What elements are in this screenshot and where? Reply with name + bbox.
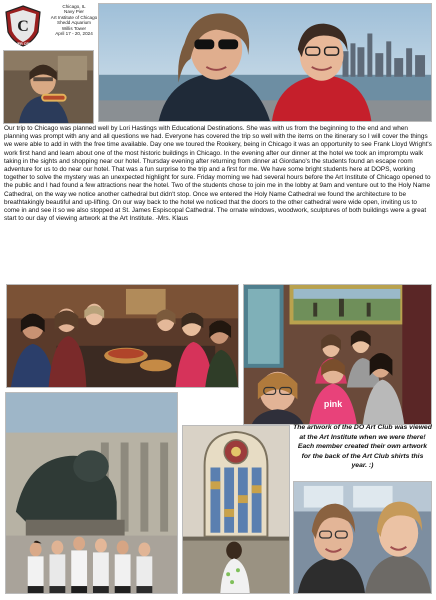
photo-bus-selfie [293,481,432,594]
school-crest-logo [3,4,43,48]
caption-line: Art Institute of Chicago [50,14,98,20]
photo-hotdog [3,50,94,124]
caption-line: Willis Tower [61,25,87,31]
caption-line: Navy Pier [64,9,84,15]
logo-text: SILVER CREST [10,42,36,46]
caption-line: Chicago, IL [62,4,86,9]
photo-art-institute-lion [5,392,178,594]
trip-story-text: Our trip to Chicago was planned well by Lori Hastings with Educational Destinations. She was with us from the beginning to the end and when planning was prompt with any and all questions we had. Everyone has covered the trip so well with the items on the itinerary so I will cover the things we were able to add in with the free time available. Day one we toured the Rookery, being in Chicago it was an opportunity to see Frank Lloyd Wright's work first hand and learn about one of the most historic buildings in Chicago. In the evening after our dinner at the hotel we took an impromptu walk taking in the sights and shopping near our hotel. Thursday evening after returning from dinner at Giordano's the students found an escape room adventure for us to do near our hotel. That was a fun surprise to the trip and a first for me. We have some bright students here at DOPS, working together to solve the mystery was an unexpected highlight for sure. Friday morning we had several hours before the Art Institute of Chicago opened to the public and I had found a few attractions near the hotel. Two of the students chose to join me in the lobby at 9am and venture out to the Holy Name Cathedral, on the way we notice another cathedral but didn't stop. Once we entered the Holy Name Cathedral we found the architecture to be breathtakingly beautiful and up-lifting. On our way back to the hotel we noticed that the doors to the other cathedral were wide open, inviting us to come in and see it so we also stopped at St. James Espiscopal Cathedral. The ornate windows, woodwork, sculptures of both buildings were a great start to our day of viewing artwork at the Art Institute. -Mrs. Klaus [4,125,432,223]
caption-line: Shedd Aquarium [57,20,91,26]
trip-caption [44,4,104,36]
photo-pizza-dinner [6,284,239,388]
photo-cathedral-window [182,425,290,594]
shirt-text: pink [323,399,343,410]
caption-line: April 17 - 20, 2024 [55,31,93,37]
photo-art-gallery-group [243,284,432,425]
photo-navy-pier-selfie [98,3,432,122]
art-club-note: The artwork of the DO Art Club was viewed at the Art Institute when we were there! Each member created their own artwork for the back of the Art Club shirts this year. :) [293,424,432,470]
svg-text:C: C [17,18,29,35]
